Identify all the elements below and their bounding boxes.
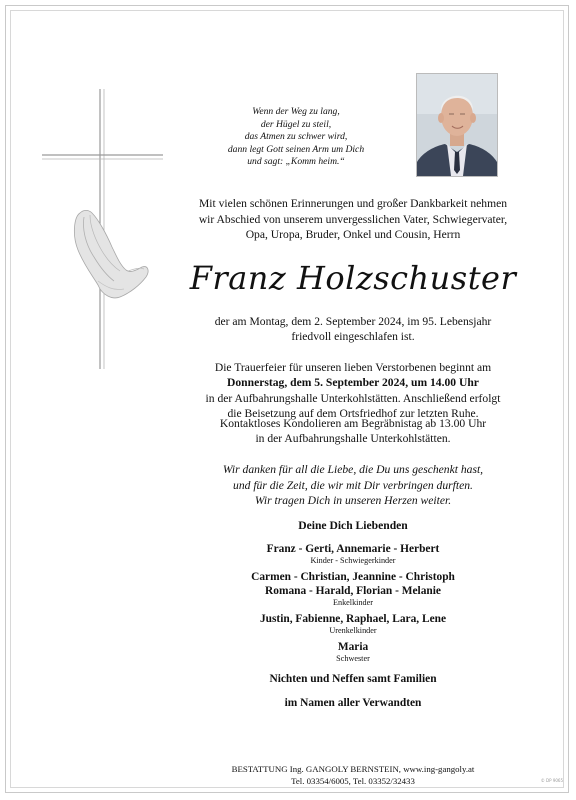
condolence-info — [180, 416, 526, 447]
footer-line: BESTATTUNG Ing. GANGOLY BERNSTEIN, www.ing-gangoly.at — [231, 764, 475, 774]
intro-text — [180, 196, 526, 243]
family-group — [180, 640, 526, 664]
mourners-heading: Deine Dich Liebenden — [298, 519, 408, 532]
family-group — [180, 570, 526, 608]
family-names: Franz - Gerti, Annemarie - Herbert — [266, 543, 440, 555]
poem-line: der Hügel zu steil, — [260, 118, 332, 130]
intro-line: wir Abschied von unserem unvergesslichen Vater, Schwiegervater, — [198, 212, 508, 226]
poem — [196, 106, 396, 169]
thanks-line: und für die Zeit, die wir mit Dir verbringen durften. — [233, 478, 473, 492]
family-role: Enkelkinder — [332, 598, 373, 607]
praying-hands-icon — [74, 210, 148, 298]
cross-with-praying-hands — [40, 85, 165, 375]
portrait-photo — [416, 73, 498, 177]
footer-line: Tel. 03354/6005, Tel. 03352/32433 — [291, 775, 415, 786]
thanks-line: Wir tragen Dich in unseren Herzen weiter. — [254, 494, 452, 508]
family-names: Romana - Harald, Florian - Melanie — [265, 585, 441, 597]
poem-line: das Atmen zu schwer wird, — [244, 131, 348, 143]
family-names: Justin, Fabienne, Raphael, Lara, Lene — [259, 613, 447, 625]
death-notice — [180, 314, 526, 345]
intro-line: Mit vielen schönen Erinnerungen und großer Dankbarkeit nehmen — [198, 197, 508, 210]
family-names: Carmen - Christian, Jeannine - Christoph — [251, 571, 455, 583]
family-role: Kinder - Schwiegerkinder — [310, 556, 396, 565]
ceremony-info — [180, 360, 526, 422]
family-role: Urenkelkinder — [329, 626, 377, 635]
death-line: friedvoll eingeschlafen ist. — [291, 330, 415, 344]
ceremony-line: die Beisetzung auf dem Ortsfriedhof zur letzten Ruhe. — [227, 407, 479, 421]
condolence-line: Kontaktloses Kondolieren am Begräbnistag ab 13.00 Uhr — [219, 417, 487, 430]
thanks-line: Wir danken für all die Liebe, die Du uns geschenkt hast, — [222, 463, 484, 476]
closing-all-relatives: im Namen aller Verwandten — [284, 697, 422, 709]
funeral-home-footer — [180, 764, 526, 787]
family-role: Schwester — [336, 654, 370, 663]
deceased-name: Franz Holzschuster — [189, 259, 517, 297]
ceremony-line: in der Aufbahrungshalle Unterkohlstätten. Anschließend erfolgt — [205, 391, 501, 405]
closing-relatives: Nichten und Neffen samt Familien — [269, 673, 437, 685]
thanks-text — [180, 462, 526, 509]
family-group — [180, 612, 526, 636]
family-names: Maria — [337, 641, 369, 653]
poem-line: und sagt: „Komm heim.“ — [247, 156, 345, 168]
condolence-line: in der Aufbahrungshalle Unterkohlstätten. — [255, 432, 451, 446]
ceremony-line: Die Trauerfeier für unseren lieben Verstorbenen beginnt am — [214, 361, 492, 374]
family-group — [180, 542, 526, 566]
mourners-list — [180, 518, 526, 710]
intro-line: Opa, Uropa, Bruder, Onkel und Cousin, Herrn — [245, 228, 461, 242]
poem-line: dann legt Gott seinen Arm um Dich — [227, 143, 365, 155]
ceremony-date: Donnerstag, dem 5. September 2024, um 14.00 Uhr — [227, 376, 479, 390]
copyright-mark: © DP 9065 — [540, 778, 563, 783]
death-line: der am Montag, dem 2. September 2024, im 95. Lebensjahr — [214, 315, 492, 328]
poem-line: Wenn der Weg zu lang, — [252, 106, 340, 117]
